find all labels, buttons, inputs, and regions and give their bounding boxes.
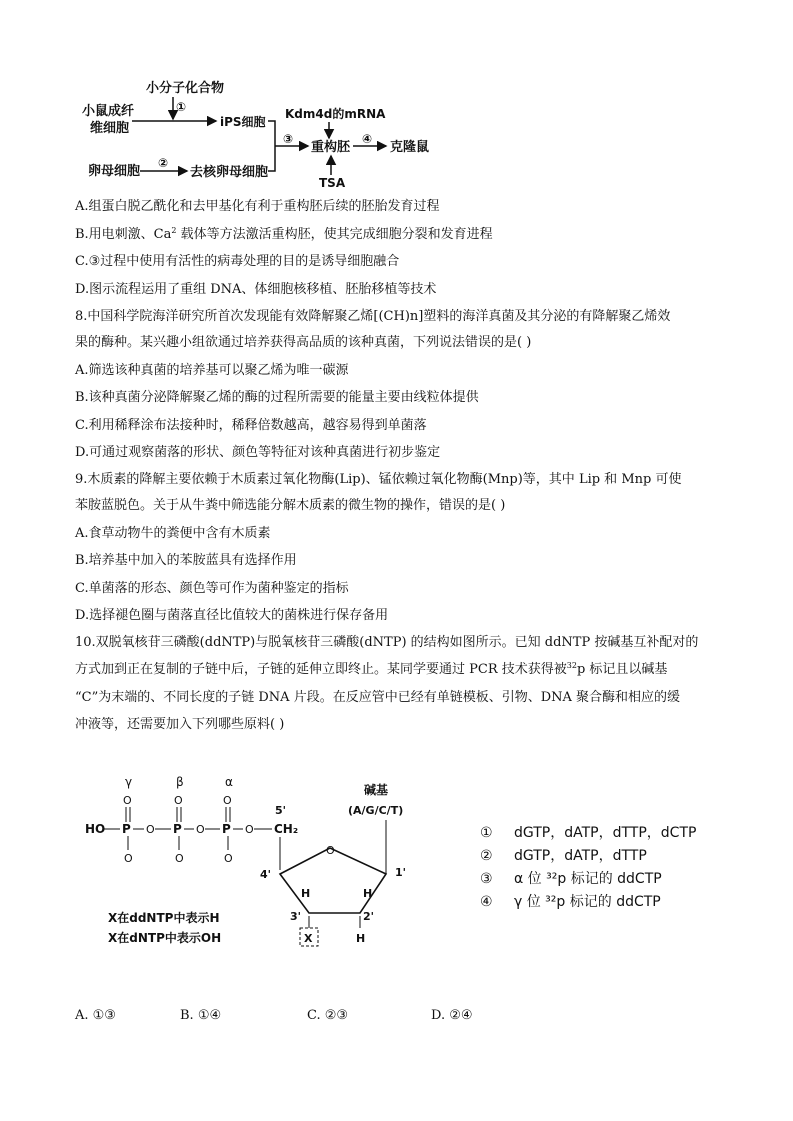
p-alpha: P <box>222 822 231 836</box>
base-title: 碱基 <box>364 783 389 797</box>
q8-option-c: C.利用稀释涂布法接种时，稀释倍数越高，越容易得到单菌落 <box>75 418 427 433</box>
o-bridge-2: O <box>196 823 205 836</box>
o-top-alpha: O <box>223 794 232 807</box>
option-3-text: α 位 ³²p 标记的 ddCTP <box>514 871 662 887</box>
q9-stem-line2: 苯胺蓝脱色。关于从牛粪中筛选能分解木质素的微生物的操作，错误的是( ) <box>75 498 506 513</box>
tsa-label: TSA <box>319 176 346 190</box>
q7-option-a: A.组蛋白脱乙酰化和去甲基化有利于重构胚后续的胚胎发育过程 <box>75 199 440 214</box>
p-gamma: P <box>122 822 131 836</box>
step4-marker: ④ <box>362 132 373 146</box>
ho-label: HO <box>85 822 106 836</box>
step1-marker: ① <box>176 100 187 114</box>
o-top-gamma: O <box>123 794 132 807</box>
h-c2-bottom: H <box>356 932 366 945</box>
option-4-num: ④ <box>480 894 493 910</box>
q9-option-c: C.单菌落的形态、颜色等可作为菌种鉴定的指标 <box>75 581 349 596</box>
q9-option-d: D.选择褪色圈与菌落直径比值较大的菌株进行保存备用 <box>75 608 389 623</box>
option-1-text: dGTP，dATP，dTTP，dCTP <box>514 825 697 841</box>
option-2-text: dGTP，dATP，dTTP <box>514 848 647 864</box>
gamma-label: γ <box>125 775 133 789</box>
deoxyribose-ring <box>280 848 386 913</box>
answer-b[interactable]: B. ①④ <box>180 1008 222 1023</box>
mrna-label: Kdm4d的mRNA <box>285 107 386 121</box>
q10-stem-line4: 冲液等，还需要加入下列哪些原料( ) <box>75 717 285 732</box>
option-3 <box>480 868 696 891</box>
q10-stem-line1: 10.双脱氧核苷三磷酸(ddNTP)与脱氧核苷三磷酸(dNTP) 的结构如图所示。已知 ddNTP 按碱基互补配对的 <box>75 635 699 650</box>
clone-mouse-label: 克隆鼠 <box>390 140 430 155</box>
answer-c[interactable]: C. ②③ <box>307 1008 349 1023</box>
o-minus-beta: O <box>175 852 184 865</box>
ch2-label: CH₂ <box>274 822 299 836</box>
h-c1: H <box>363 887 373 900</box>
h-c4: H <box>301 887 311 900</box>
q10-stem-line3: “C”为末端的、不同长度的子链 DNA 片段。在反应管中已经有单链模板、引物、DNA 聚合酶和相应的缓 <box>75 690 681 705</box>
o-minus-alpha: O <box>224 852 233 865</box>
c4-label: 4' <box>260 868 272 881</box>
merge-bracket <box>268 121 275 171</box>
alpha-label: α <box>225 775 233 789</box>
step2-marker: ② <box>158 156 169 170</box>
option-2-num: ② <box>480 848 493 864</box>
answer-d[interactable]: D. ②④ <box>431 1008 473 1023</box>
o-minus-gamma: O <box>124 852 133 865</box>
q8-stem-line2: 果的酶种。某兴趣小组欲通过培养获得高品质的该种真菌，下列说法错误的是( ) <box>75 335 532 350</box>
ips-cell-label: iPS细胞 <box>220 115 266 129</box>
q8-stem-line1: 8.中国科学院海洋研究所首次发现能有效降解聚乙烯[(CH)n]塑料的海洋真菌及其分泌的有降解聚乙烯效 <box>75 309 671 324</box>
option-1 <box>480 822 696 845</box>
q10-stem-line2: 方式加到正在复制的子链中后，子链的延伸立即终止。某同学要通过 PCR 技术获得被$^{32}$p 标记且以碱基 <box>75 661 668 677</box>
option-3-num: ③ <box>480 871 493 887</box>
q7-option-d: D.图示流程运用了重组 DNA、体细胞核移植、胚胎移植等技术 <box>75 282 437 297</box>
ddntp-structure-diagram <box>80 770 404 955</box>
note-ddntp: X在ddNTP中表示H <box>108 911 220 925</box>
mouse-cells-line1: 小鼠成纤 <box>82 104 135 119</box>
base-types: (A/G/C/T) <box>348 804 404 817</box>
c2-label: 2' <box>363 910 375 923</box>
q9-stem-line1: 9.木质素的降解主要依赖于木质素过氧化物酶(Lip)、锰依赖过氧化物酶(Mnp)等，其中 Lip 和 Mnp 可使 <box>75 472 682 487</box>
enucleated-oocyte-label: 去核卵母细胞 <box>190 165 269 180</box>
x-label: X <box>304 932 313 945</box>
c3-label: 3' <box>290 910 302 923</box>
cloning-flowchart <box>70 75 490 190</box>
mouse-cells-line2: 维细胞 <box>90 121 130 136</box>
ring-oxygen: O <box>326 844 335 857</box>
q7-option-b: B.用电刺激、Ca$^2$ 载体等方法激活重构胚，使其完成细胞分裂和发育进程 <box>75 226 493 242</box>
small-molecule-label: 小分子化合物 <box>146 81 225 96</box>
beta-label: β <box>176 775 184 789</box>
c1-position-label: 1' <box>395 866 407 879</box>
q8-option-d: D.可通过观察菌落的形状、颜色等特征对该种真菌进行初步鉴定 <box>75 445 441 460</box>
option-1-num: ① <box>480 825 493 841</box>
q8-option-b: B.该种真菌分泌降解聚乙烯的酶的过程所需要的能量主要由线粒体提供 <box>75 390 479 405</box>
o-top-beta: O <box>174 794 183 807</box>
o-bridge-1: O <box>146 823 155 836</box>
oocyte-label: 卵母细胞 <box>88 164 141 179</box>
q9-option-b: B.培养基中加入的苯胺蓝具有选择作用 <box>75 553 297 568</box>
option-2 <box>480 845 696 868</box>
answer-a[interactable]: A. ①③ <box>75 1008 116 1023</box>
q7-option-c: C.③过程中使用有活性的病毒处理的目的是诱导细胞融合 <box>75 254 400 269</box>
q8-option-a: A.筛选该种真菌的培养基可以聚乙烯为唯一碳源 <box>75 363 349 378</box>
raw-material-options <box>480 822 696 914</box>
option-4 <box>480 891 696 914</box>
recon-embryo-label: 重构胚 <box>311 140 351 155</box>
note-dntp: X在dNTP中表示OH <box>108 931 222 945</box>
five-prime-label: 5' <box>275 804 287 817</box>
option-4-text: γ 位 ³²p 标记的 ddCTP <box>514 894 661 910</box>
p-beta: P <box>173 822 182 836</box>
q9-option-a: A.食草动物牛的粪便中含有木质素 <box>75 526 271 541</box>
step3-marker: ③ <box>283 132 294 146</box>
o-bridge-3: O <box>245 823 254 836</box>
